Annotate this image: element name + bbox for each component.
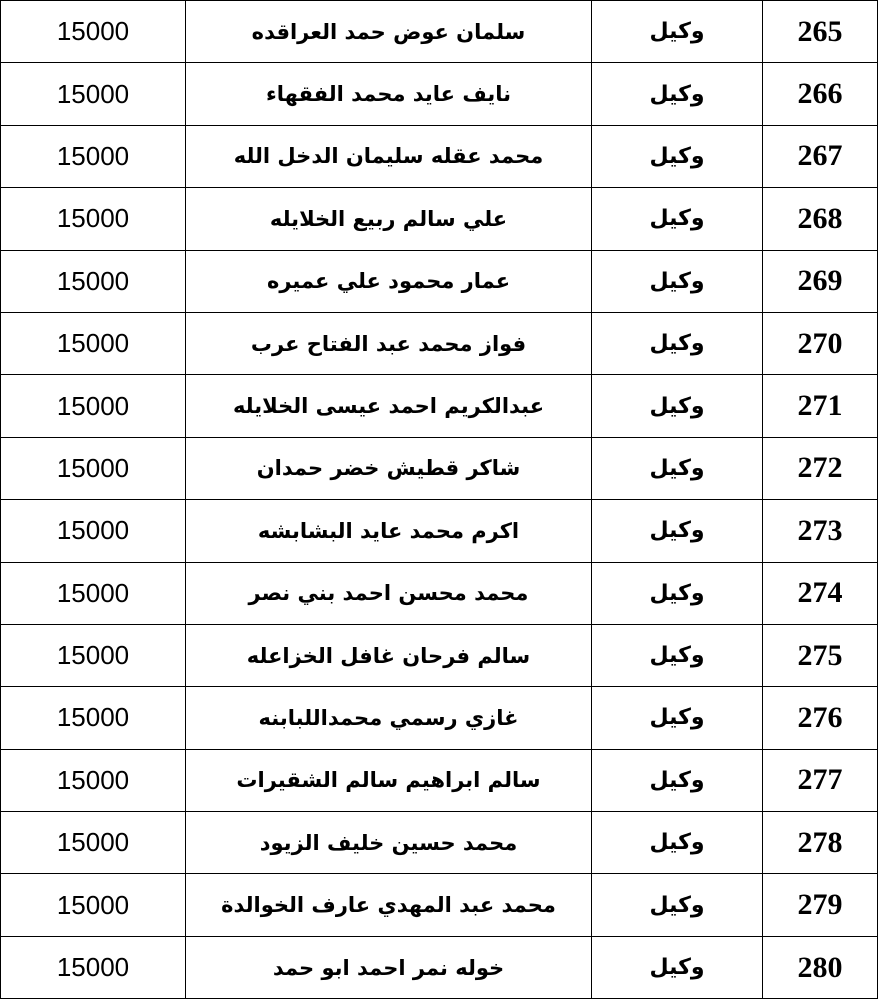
table-row — [1, 500, 878, 562]
name-cell: فواز محمد عبد الفتاح عرب — [186, 312, 592, 374]
table-row — [1, 812, 878, 874]
amount-cell: 15000 — [1, 375, 186, 437]
name-cell: سالم فرحان غافل الخزاعله — [186, 624, 592, 686]
amount-cell: 15000 — [1, 250, 186, 312]
table-row — [1, 562, 878, 624]
name-cell: محمد عقله سليمان الدخل الله — [186, 125, 592, 187]
name-cell: نايف عايد محمد الفقهاء — [186, 63, 592, 125]
serial-number-cell: 271 — [763, 375, 878, 437]
name-cell: سلمان عوض حمد العراقده — [186, 1, 592, 63]
serial-number-cell: 272 — [763, 437, 878, 499]
amount-cell: 15000 — [1, 562, 186, 624]
rank-cell: وكيل — [592, 312, 763, 374]
rank-cell: وكيل — [592, 250, 763, 312]
rank-cell: وكيل — [592, 500, 763, 562]
rank-cell: وكيل — [592, 1, 763, 63]
amount-cell: 15000 — [1, 500, 186, 562]
rank-cell: وكيل — [592, 812, 763, 874]
amount-cell: 15000 — [1, 749, 186, 811]
serial-number-cell: 280 — [763, 936, 878, 998]
serial-number-cell: 273 — [763, 500, 878, 562]
amount-cell: 15000 — [1, 312, 186, 374]
name-cell: عمار محمود علي عميره — [186, 250, 592, 312]
rank-cell: وكيل — [592, 624, 763, 686]
serial-number-cell: 265 — [763, 1, 878, 63]
serial-number-cell: 277 — [763, 749, 878, 811]
table-row — [1, 874, 878, 936]
name-cell: محمد عبد المهدي عارف الخوالدة — [186, 874, 592, 936]
table-row — [1, 1, 878, 63]
serial-number-cell: 269 — [763, 250, 878, 312]
rank-cell: وكيل — [592, 936, 763, 998]
name-cell: محمد حسين خليف الزيود — [186, 812, 592, 874]
table-row — [1, 312, 878, 374]
name-cell: غازي رسمي محمداللبابنه — [186, 687, 592, 749]
rank-cell: وكيل — [592, 437, 763, 499]
table-row — [1, 437, 878, 499]
table-row — [1, 936, 878, 998]
amount-cell: 15000 — [1, 125, 186, 187]
rank-cell: وكيل — [592, 125, 763, 187]
rank-cell: وكيل — [592, 687, 763, 749]
rank-cell: وكيل — [592, 63, 763, 125]
amount-cell: 15000 — [1, 936, 186, 998]
amount-cell: 15000 — [1, 687, 186, 749]
rank-cell: وكيل — [592, 188, 763, 250]
name-cell: شاكر قطيش خضر حمدان — [186, 437, 592, 499]
table-row — [1, 375, 878, 437]
serial-number-cell: 268 — [763, 188, 878, 250]
table-row — [1, 125, 878, 187]
serial-number-cell: 278 — [763, 812, 878, 874]
serial-number-cell: 279 — [763, 874, 878, 936]
amount-cell: 15000 — [1, 812, 186, 874]
table-row — [1, 687, 878, 749]
rank-cell: وكيل — [592, 375, 763, 437]
table-row — [1, 624, 878, 686]
table-row — [1, 63, 878, 125]
name-cell: سالم ابراهيم سالم الشقيرات — [186, 749, 592, 811]
serial-number-cell: 266 — [763, 63, 878, 125]
serial-number-cell: 267 — [763, 125, 878, 187]
name-cell: محمد محسن احمد بني نصر — [186, 562, 592, 624]
serial-number-cell: 275 — [763, 624, 878, 686]
serial-number-cell: 276 — [763, 687, 878, 749]
rank-cell: وكيل — [592, 562, 763, 624]
name-cell: اكرم محمد عايد البشابشه — [186, 500, 592, 562]
serial-number-cell: 270 — [763, 312, 878, 374]
rank-cell: وكيل — [592, 874, 763, 936]
table-row — [1, 250, 878, 312]
amount-cell: 15000 — [1, 188, 186, 250]
name-cell: عبدالكريم احمد عيسى الخلايله — [186, 375, 592, 437]
serial-number-cell: 274 — [763, 562, 878, 624]
name-cell: خوله نمر احمد ابو حمد — [186, 936, 592, 998]
amount-cell: 15000 — [1, 624, 186, 686]
amount-cell: 15000 — [1, 874, 186, 936]
rank-cell: وكيل — [592, 749, 763, 811]
amount-cell: 15000 — [1, 437, 186, 499]
amount-cell: 15000 — [1, 1, 186, 63]
table-row — [1, 749, 878, 811]
table-row — [1, 188, 878, 250]
amount-cell: 15000 — [1, 63, 186, 125]
name-cell: علي سالم ربيع الخلايله — [186, 188, 592, 250]
personnel-table-body — [1, 1, 878, 999]
